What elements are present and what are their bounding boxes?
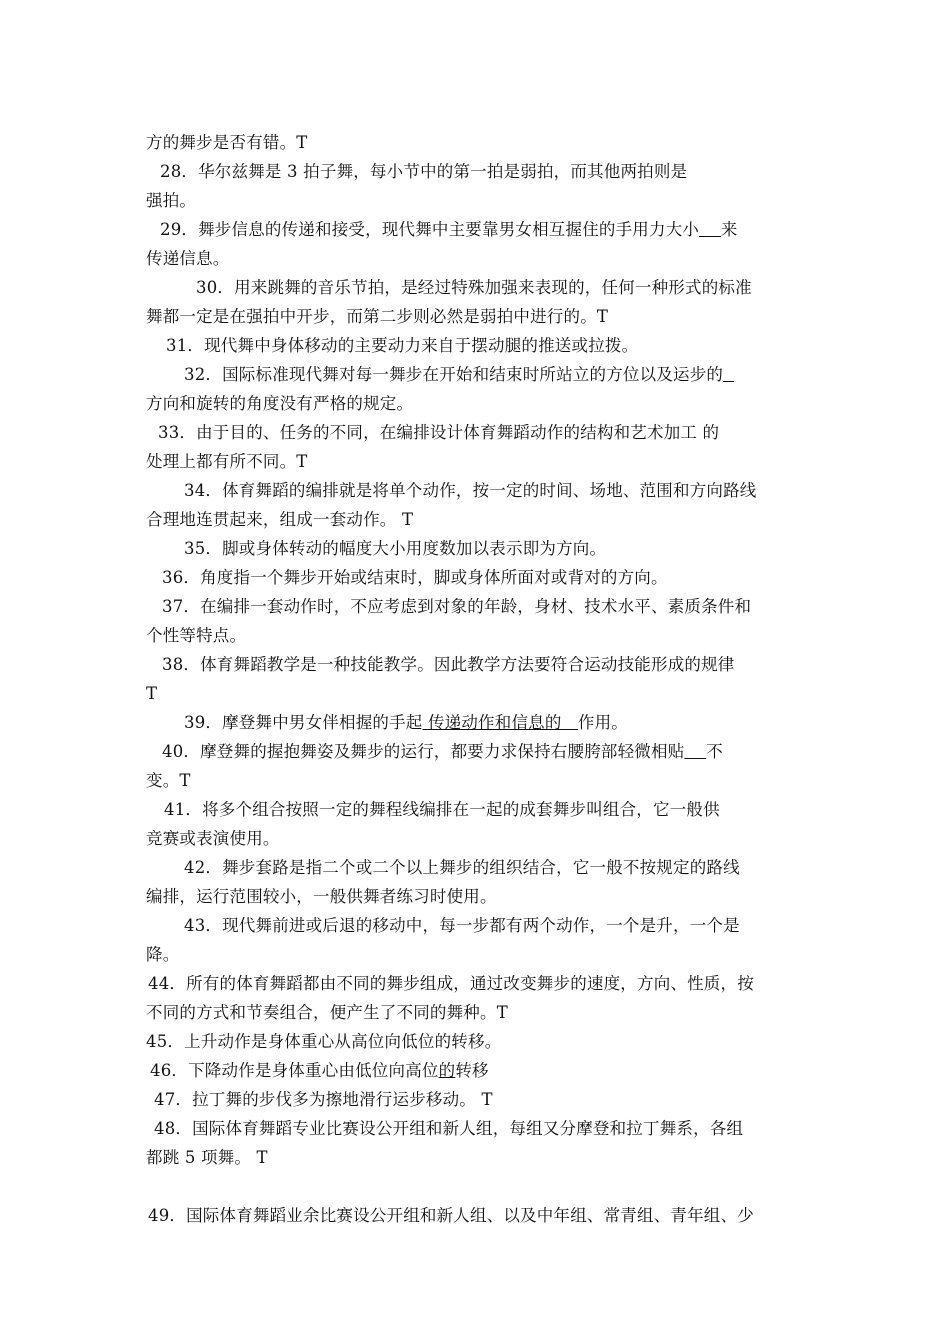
line-text: 处理上都有所不同。T	[146, 452, 308, 471]
text-line	[196, 276, 752, 300]
line-text: 合理地连贯起来，组成一套动作。 T	[146, 510, 414, 529]
line-text: 编排，运行范围较小，一般供舞者练习时使用。	[146, 887, 497, 906]
text-line	[162, 740, 723, 764]
text-line	[146, 885, 497, 909]
line-text: 都跳 5 项舞。 T	[146, 1148, 268, 1167]
text-line	[146, 305, 608, 329]
line-text: 28．华尔兹舞是 3 拍子舞，每小节中的第一拍是弱拍，而其他两拍则是	[160, 162, 688, 181]
answer-text: 传递动作和信息的	[427, 713, 562, 732]
text-line	[146, 1001, 508, 1025]
line-text: 32．国际标准现代舞对每一舞步在开始和结束时所站立的方位以及运步的	[184, 365, 724, 384]
line-text: 传递信息。	[146, 249, 230, 268]
line-text: 29．舞步信息的传递和接受，现代舞中主要靠男女相互握住的手用力大小	[160, 220, 700, 239]
text-line	[146, 1146, 268, 1170]
line-text: 48．国际体育舞蹈专业比赛设公开组和新人组，每组又分摩登和拉丁舞系，各组	[154, 1119, 744, 1138]
line-text: 46．下降动作是身体重心由低位向高位	[150, 1061, 439, 1080]
text-line	[146, 189, 196, 213]
text-line	[146, 131, 308, 155]
line-text: 转移	[455, 1061, 489, 1080]
line-text: 降。	[146, 945, 180, 964]
line-text: 36．角度指一个舞步开始或结束时，脚或身体所面对或背对的方向。	[162, 568, 668, 587]
line-text: 强拍。	[146, 191, 197, 210]
text-line	[160, 218, 738, 242]
text-line	[162, 566, 668, 590]
text-line	[184, 856, 740, 880]
text-line	[158, 421, 719, 445]
text-line	[146, 827, 280, 851]
text-line	[162, 595, 751, 619]
text-line	[164, 798, 720, 822]
line-text: 方向和旋转的角度没有严格的规定。	[146, 394, 414, 413]
text-line	[146, 769, 191, 793]
blank-underline	[684, 742, 706, 761]
text-line	[150, 1059, 489, 1083]
line-text: 舞都一定是在强拍中开步，而第二步则必然是弱拍中进行的。T	[146, 307, 609, 326]
text-line	[160, 160, 687, 184]
line-text: 37．在编排一套动作时，不应考虑到对象的年龄，身材、技术水平、素质条件和	[162, 597, 752, 616]
text-line	[146, 624, 246, 648]
line-text: 个性等特点。	[146, 626, 247, 645]
line-text: 38．体育舞蹈教学是一种技能教学。因此教学方法要符合运动技能形成的规律	[162, 655, 735, 674]
text-line	[184, 914, 740, 938]
blank-underline	[723, 365, 734, 384]
line-text: 变。T	[146, 771, 191, 790]
line-text: 41．将多个组合按照一定的舞程线编排在一起的成套舞步叫组合，它一般供	[164, 800, 720, 819]
line-text: T	[146, 684, 158, 703]
text-line	[184, 363, 734, 387]
line-text: 45．上升动作是身体重心从高位向低位的转移。	[146, 1032, 502, 1051]
line-text: 方的舞步是否有错。T	[146, 133, 308, 152]
line-text: 34．体育舞蹈的编排就是将单个动作，按一定的时间、场地、范围和方向路线	[184, 481, 757, 500]
text-line	[146, 943, 179, 967]
text-line	[184, 711, 628, 735]
text-line	[146, 450, 308, 474]
line-text: 31．现代舞中身体移动的主要动力来自于摆动腿的推送或拉拨。	[166, 336, 639, 355]
text-line	[148, 972, 754, 996]
line-text: 35．脚或身体转动的幅度大小用度数加以表示即为方向。	[184, 539, 607, 558]
text-line	[154, 1117, 743, 1141]
line-text: 43．现代舞前进或后退的移动中，每一步都有两个动作，一个是升，一个是	[184, 916, 740, 935]
line-text: 39．摩登舞中男女伴相握的手起	[184, 713, 423, 732]
text-line	[184, 479, 757, 503]
line-text: 来	[720, 220, 738, 239]
line-text: 不	[706, 742, 723, 761]
text-line	[166, 334, 638, 358]
line-text: 不同的方式和节奏组合，便产生了不同的舞种。T	[146, 1003, 508, 1022]
text-line	[146, 247, 230, 271]
line-text: 40．摩登舞的握抱舞姿及舞步的运行，都要力求保持右腰胯部轻微相贴	[162, 742, 685, 761]
line-text: 44．所有的体育舞蹈都由不同的舞步组成，通过改变舞步的速度，方向、性质，按	[148, 974, 754, 993]
line-text: 49．国际体育舞蹈业余比赛设公开组和新人组、以及中年组、常青组、青年组、少	[148, 1206, 754, 1225]
line-text: 47．拉丁舞的步伐多为擦地滑行运步移动。 T	[154, 1090, 493, 1109]
text-line	[146, 1030, 501, 1054]
blank-underline	[699, 220, 721, 239]
line-text: 作用。	[577, 713, 629, 732]
text-line	[162, 653, 735, 677]
text-line	[148, 1204, 754, 1228]
text-line	[146, 508, 413, 532]
text-line	[154, 1088, 493, 1112]
underlined-word: 的	[438, 1061, 456, 1080]
underlined-answer	[423, 713, 578, 732]
text-line	[146, 682, 157, 706]
line-text: 42．舞步套路是指二个或二个以上舞步的组织结合，它一般不按规定的路线	[184, 858, 740, 877]
line-text: 33．由于目的、任务的不同，在编排设计体育舞蹈动作的结构和艺术加工 的	[158, 423, 720, 442]
text-line	[184, 537, 606, 561]
text-line	[146, 392, 413, 416]
line-text: 竞赛或表演使用。	[146, 829, 280, 848]
line-text: 30．用来跳舞的音乐节拍，是经过特殊加强来表现的，任何一种形式的标准	[196, 278, 752, 297]
